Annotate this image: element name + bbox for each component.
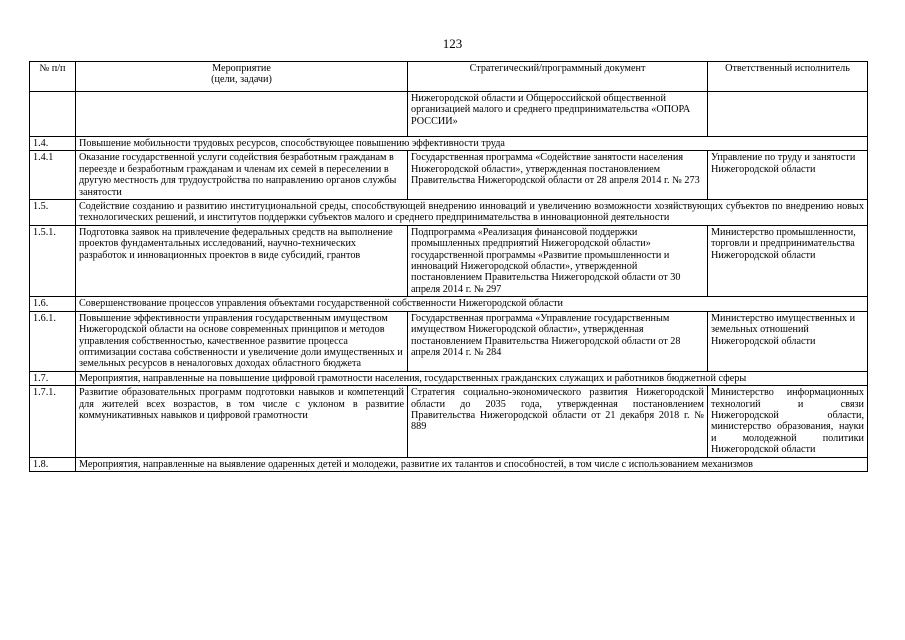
measures-table xyxy=(29,61,868,472)
row-responsible: Управление по труду и занятости Нижегородской области xyxy=(708,151,868,200)
row-responsible xyxy=(708,92,868,137)
section-num: 1.6. xyxy=(30,297,76,311)
row-event: Оказание государственной услуги содействия безработным гражданам в переезде и безработным гражданам и членам их семей в переселении в другую местность для трудоустройства по направлению органов службы занятости xyxy=(76,151,408,200)
header-event-title: Мероприятие xyxy=(212,63,271,74)
header-num: № п/п xyxy=(30,62,76,92)
section-num: 1.4. xyxy=(30,137,76,151)
table-header-row xyxy=(30,62,868,92)
page-number: 123 xyxy=(442,36,463,51)
row-num: 1.6.1. xyxy=(30,311,76,371)
header-event-subtitle: (цели, задачи) xyxy=(211,74,272,86)
row-num: 1.4.1 xyxy=(30,151,76,200)
header-responsible: Ответственный исполнитель xyxy=(708,62,868,92)
table-row-1-7-1 xyxy=(30,386,868,457)
table-row-1-4-1 xyxy=(30,151,868,200)
row-event xyxy=(76,92,408,137)
row-event: Подготовка заявок на привлечение федеральных средств на выполнение проектов фундаментальных исследований, научно-технических разработок и инновационных проектов в виде субсидий, грантов xyxy=(76,225,408,296)
section-row-1-4 xyxy=(30,137,868,151)
row-event: Повышение эффективности управления государственным имуществом Нижегородской области на основе современных принципов и методов управления собственностью, качественное развитие процесса оптимизации состава собственности и увеличение доли имущественных и земельных ресурсов в неналоговых доходах областного бюджета xyxy=(76,311,408,371)
table-row-continuation xyxy=(30,92,868,137)
row-document: Нижегородской области и Общероссийской общественной организацией малого и среднего предпринимательства «ОПОРА РОССИИ» xyxy=(408,92,708,137)
section-row-1-7 xyxy=(30,371,868,385)
section-row-1-6 xyxy=(30,297,868,311)
row-num: 1.7.1. xyxy=(30,386,76,457)
row-document: Государственная программа «Управление государственным имуществом Нижегородской области», утвержденная постановлением Правительства Нижегородской области от 28 апреля 2014 г. № 284 xyxy=(408,311,708,371)
row-document: Государственная программа «Содействие занятости населения Нижегородской области», утвержденная постановлением Правительства Нижегородской области от 28 апреля 2014 г. № 273 xyxy=(408,151,708,200)
section-title: Мероприятия, направленные на выявление одаренных детей и молодежи, развитие их талантов и способностей, в том числе с использованием механизмов xyxy=(76,457,868,471)
section-title: Содействие созданию и развитию институциональной среды, способствующей внедрению инноваций и увеличению возможности хозяйствующих субъектов по внедрению новых технологических решений, и институтов поддержки субъектов малого и среднего предпринимательства в инновационной деятельности xyxy=(76,200,868,226)
row-responsible: Министерство имущественных и земельных отношений Нижегородской области xyxy=(708,311,868,371)
section-title: Мероприятия, направленные на повышение цифровой грамотности населения, государственных гражданских служащих и работников бюджетной сферы xyxy=(76,371,868,385)
section-title: Повышение мобильности трудовых ресурсов, способствующее повышению эффективности труда xyxy=(76,137,868,151)
section-title: Совершенствование процессов управления объектами государственной собственности Нижегородской области xyxy=(76,297,868,311)
row-responsible: Министерство информационных технологий и связи Нижегородской области, министерство образования, науки и молодежной политики Нижегородской области xyxy=(708,386,868,457)
row-num: 1.5.1. xyxy=(30,225,76,296)
row-num xyxy=(30,92,76,137)
section-num: 1.5. xyxy=(30,200,76,226)
section-num: 1.7. xyxy=(30,371,76,385)
row-responsible: Министерство промышленности, торговли и предпринимательства Нижегородской области xyxy=(708,225,868,296)
header-event xyxy=(76,62,408,92)
section-row-1-5 xyxy=(30,200,868,226)
row-document: Стратегия социально-экономического развития Нижегородской области до 2035 года, утвержденная постановлением Правительства Нижегородской области от 21 декабря 2018 г. № 889 xyxy=(408,386,708,457)
section-row-1-8 xyxy=(30,457,868,471)
row-event: Развитие образовательных программ подготовки навыков и компетенций для жителей всех возрастов, в том числе с уклоном в развитие коммуникативных навыков и цифровой грамотности xyxy=(76,386,408,457)
table-row-1-6-1 xyxy=(30,311,868,371)
row-document: Подпрограмма «Реализация финансовой поддержки промышленных предприятий Нижегородской области» государственной программы «Развитие промышленности и инноваций Нижегородской области», утвержденной постановлением Правительства Нижегородской области от 30 апреля 2014 г. № 297 xyxy=(408,225,708,296)
section-num: 1.8. xyxy=(30,457,76,471)
table-row-1-5-1 xyxy=(30,225,868,296)
header-document: Стратегический/программный документ xyxy=(408,62,708,92)
